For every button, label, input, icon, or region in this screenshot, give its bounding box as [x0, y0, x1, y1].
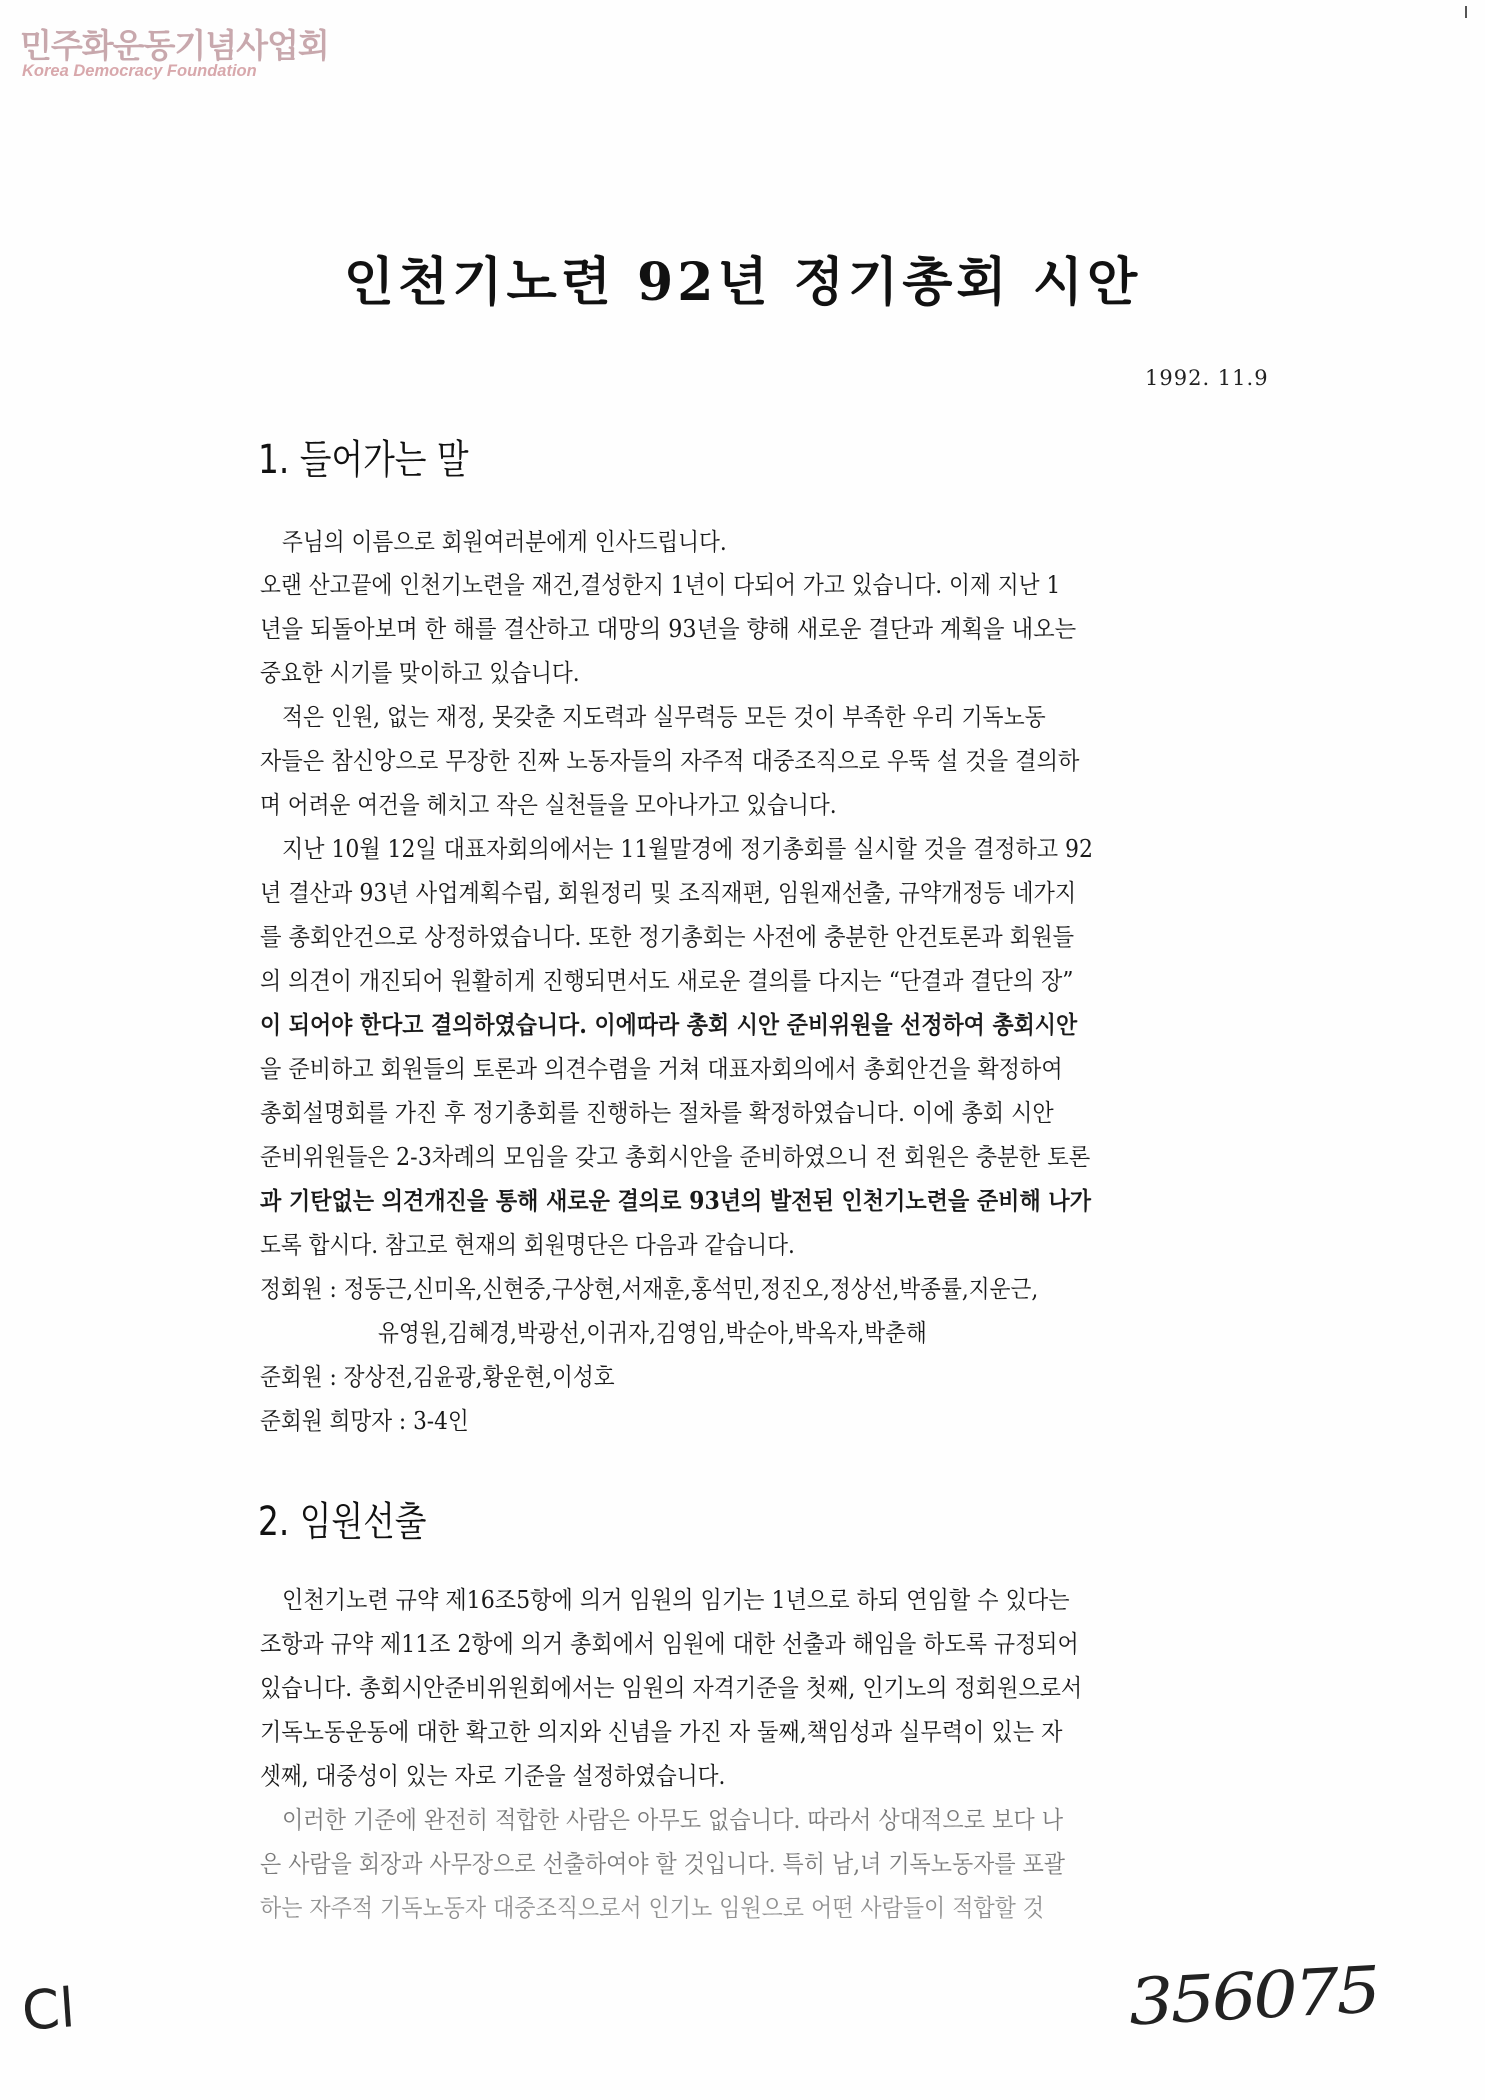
section1-line: 을 준비하고 회원들의 토론과 의견수렴을 거쳐 대표자회의에서 총회안건을 확정하여 — [260, 1055, 1063, 1083]
section2-line: 셋째, 대중성이 있는 자로 기준을 설정하였습니다. — [260, 1762, 726, 1790]
section1-line: 준비위원들은 2-3차례의 모임을 갖고 총회시안을 준비하였으니 전 회원은 충분한 토론 — [260, 1143, 1091, 1171]
section2-line: 있습니다. 총회시안준비위원회에서는 임원의 자격기준을 첫째, 인기노의 정회원으로서 — [260, 1674, 1083, 1702]
member-list-associate: 준회원 : 장상전,김윤광,황운현,이성호 — [260, 1363, 615, 1391]
section1-line: 과 기탄없는 의견개진을 통해 새로운 결의로 93년의 발전된 인천기노련을 준비해 나가 — [260, 1186, 1091, 1215]
watermark-logo-text: 민주화운동기념사업회 — [20, 26, 329, 65]
section1-line: 를 총회안건으로 상정하였습니다. 또한 정기총회는 사전에 충분한 안건토론과 회원들 — [260, 923, 1075, 951]
handwritten-mark-left: Cl — [19, 1976, 77, 2043]
section1-line: 총회설명회를 가진 후 정기총회를 진행하는 절차를 확정하였습니다. 이에 총회 시안 — [260, 1099, 1054, 1127]
document-title: 인천기노련 92년 정기총회 시안 — [343, 252, 1142, 313]
section-heading-officer-election: 2. 임원선출 — [258, 1499, 427, 1545]
section-heading-introduction: 1. 들어가는 말 — [258, 437, 469, 483]
corner-scan-mark — [1465, 6, 1467, 18]
section1-line: 년 결산과 93년 사업계획수립, 회원정리 및 조직재편, 임원재선출, 규약개정등 네가지 — [260, 879, 1077, 907]
section2-line: 은 사람을 회장과 사무장으로 선출하여야 할 것입니다. 특히 남,녀 기독노동자를 포괄 — [260, 1850, 1066, 1878]
section1-line: 지난 10월 12일 대표자회의에서는 11월말경에 정기총회를 실시할 것을 결정하고 92 — [282, 835, 1094, 863]
section1-line: 며 어려운 여건을 헤치고 작은 실천들을 모아나가고 있습니다. — [260, 791, 837, 819]
document-date: 1992. 11.9 — [1145, 366, 1269, 390]
section2-line: 조항과 규약 제11조 2항에 의거 총회에서 임원에 대한 선출과 해임을 하도록 규정되어 — [260, 1630, 1079, 1658]
member-list-regular-continued: 유영원,김혜경,박광선,이귀자,김영임,박순아,박옥자,박춘해 — [378, 1319, 927, 1347]
section2-line: 하는 자주적 기독노동자 대중조직으로서 인기노 임원으로 어떤 사람들이 적합할 것 — [260, 1894, 1045, 1922]
section1-line: 자들은 참신앙으로 무장한 진짜 노동자들의 자주적 대중조직으로 우뚝 설 것을 결의하 — [260, 747, 1080, 775]
section1-line: 년을 되돌아보며 한 해를 결산하고 대망의 93년을 향해 새로운 결단과 계획을 내오는 — [260, 615, 1077, 643]
section1-line: 적은 인원, 없는 재정, 못갖춘 지도력과 실무력등 모든 것이 부족한 우리 기독노동 — [282, 703, 1046, 731]
section2-line: 이러한 기준에 완전히 적합한 사람은 아무도 없습니다. 따라서 상대적으로 보다 나 — [282, 1806, 1064, 1834]
section1-line: 의 의견이 개진되어 원활히게 진행되면서도 새로운 결의를 다지는 “단결과 결단의 장” — [260, 967, 1074, 995]
handwritten-archive-number: 356075 — [1126, 1953, 1380, 2041]
section1-line: 오랜 산고끝에 인천기노련을 재건,결성한지 1년이 다되어 가고 있습니다. 이제 지난 1 — [260, 571, 1061, 599]
section1-line: 이 되어야 한다고 결의하였습니다. 이에따라 총회 시안 준비위원을 선정하여 총회시안 — [260, 1010, 1078, 1039]
member-list-applicants: 준회원 희망자 : 3-4인 — [260, 1407, 469, 1435]
section1-line: 중요한 시기를 맞이하고 있습니다. — [260, 659, 580, 687]
section2-line: 기독노동운동에 대한 확고한 의지와 신념을 가진 자 둘째,책임성과 실무력이 있는 자 — [260, 1718, 1063, 1746]
section1-line: 도록 합시다. 참고로 현재의 회원명단은 다음과 같습니다. — [260, 1231, 795, 1259]
section2-line: 인천기노련 규약 제16조5항에 의거 임원의 임기는 1년으로 하되 연임할 수 있다는 — [282, 1586, 1070, 1614]
member-list-regular: 정회원 : 정동근,신미옥,신현중,구상현,서재훈,홍석민,정진오,정상선,박종률,지운근, — [260, 1275, 1039, 1303]
watermark-english-text: Korea Democracy Foundation — [22, 62, 257, 80]
section1-line: 주님의 이름으로 회원여러분에게 인사드립니다. — [282, 528, 727, 556]
